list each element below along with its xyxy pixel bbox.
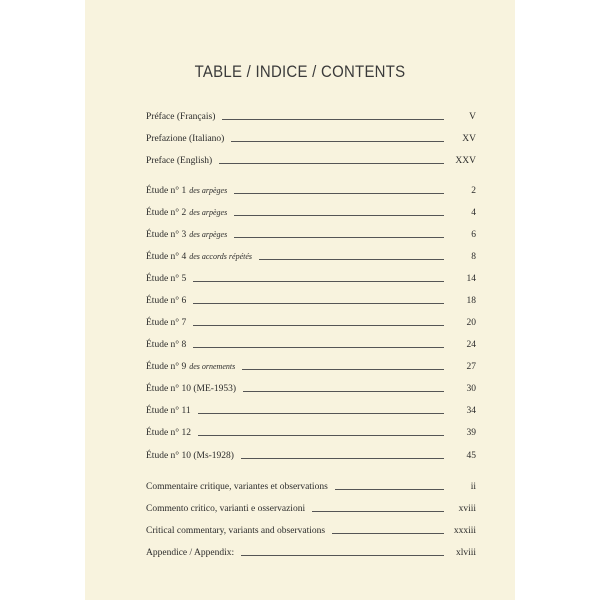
toc-entry-label: Étude n° 6 (146, 296, 187, 306)
toc-entry-title (146, 317, 186, 329)
page-number: 34 (466, 406, 476, 416)
toc-entry (146, 543, 476, 559)
page-number: 4 (471, 208, 476, 218)
leader-line (193, 347, 444, 348)
toc-entry-title (146, 339, 186, 351)
toc-entry (146, 291, 476, 307)
toc-entry-title (146, 111, 215, 123)
leader-line (219, 163, 444, 164)
toc-entry-title (146, 405, 191, 417)
toc-entry (146, 521, 476, 537)
leader-line (222, 119, 444, 120)
toc-entry-label: Préface (Français) (146, 112, 216, 122)
toc-entry-subtitle: des arpèges (189, 230, 228, 239)
toc-entry-label: Preface (English) (146, 156, 213, 166)
toc-entry-label: Étude n° 11 (146, 406, 191, 416)
leader-line (332, 533, 444, 534)
toc-entry-label: Étude n° 8 (146, 340, 187, 350)
toc-entry-title (146, 155, 212, 167)
toc-entry-label: Étude n° 12 (146, 428, 191, 438)
page-number: ii (470, 482, 476, 492)
toc-entry-subtitle: des accords répétés (189, 252, 253, 261)
toc-entry-title (146, 133, 224, 145)
page-title: TABLE / INDICE / CONTENTS (194, 62, 406, 81)
toc-entry-label: Étude n° 4 (146, 252, 187, 262)
toc-entry-title (146, 525, 325, 537)
page-number: 30 (466, 384, 476, 394)
page-number: 2 (471, 186, 476, 196)
toc-entry-title (146, 185, 227, 197)
toc-entry-label: Étude n° 1 (146, 186, 187, 196)
document-page (85, 0, 515, 600)
toc-entry-title (146, 273, 186, 285)
toc-entry-label: Commentaire critique, variantes et observations (146, 482, 328, 492)
leader-line (312, 511, 444, 512)
page-number: 39 (466, 428, 476, 438)
leader-line (335, 489, 444, 490)
leader-line (193, 303, 444, 304)
toc-entry-title (146, 427, 191, 439)
leader-line (234, 237, 444, 238)
toc-entry-title (146, 229, 227, 241)
leader-line (193, 325, 444, 326)
toc-entry (146, 357, 476, 373)
toc-entry-label: Étude n° 3 (146, 230, 187, 240)
leader-line (198, 413, 444, 414)
page-number: XXV (455, 156, 476, 166)
toc-entry (146, 225, 476, 241)
toc-entry (146, 446, 476, 462)
toc-entry (146, 401, 476, 417)
leader-line (241, 458, 444, 459)
toc-entry (146, 181, 476, 197)
toc-entry-title (146, 450, 234, 462)
leader-line (242, 369, 444, 370)
toc-entry (146, 269, 476, 285)
toc-entry-label: Étude n° 2 (146, 208, 187, 218)
toc-entry (146, 379, 476, 395)
toc-entry-title (146, 361, 235, 373)
toc-entry-title (146, 251, 252, 263)
toc-entry-label: Étude n° 10 (ME-1953) (146, 384, 237, 394)
page-number: 6 (471, 230, 476, 240)
toc-entry-label: Commento critico, varianti e osservazioni (146, 504, 306, 514)
page-number: xlviii (455, 548, 476, 558)
leader-line (234, 215, 444, 216)
toc-entry-title (146, 547, 234, 559)
leader-line (259, 259, 444, 260)
page-number: 14 (466, 274, 476, 284)
leader-line (231, 141, 444, 142)
toc-entry-label: Étude n° 5 (146, 274, 187, 284)
leader-line (241, 555, 444, 556)
toc-entry-label: Appendice / Appendix: (146, 548, 235, 558)
toc-entry (146, 151, 476, 167)
toc-entry-title (146, 207, 227, 219)
toc-entry (146, 247, 476, 263)
leader-line (234, 193, 444, 194)
toc-entry-title (146, 503, 305, 515)
toc-entry-title (146, 295, 186, 307)
toc-entry (146, 499, 476, 515)
leader-line (198, 435, 444, 436)
toc-entry-label: Étude n° 7 (146, 318, 187, 328)
page-number: 45 (466, 451, 476, 461)
toc-entry-subtitle: des ornements (189, 362, 236, 371)
toc-entry-label: Étude n° 10 (Ms-1928) (146, 451, 234, 461)
toc-entry-subtitle: des arpèges (189, 186, 228, 195)
toc-entry-label: Étude n° 9 (146, 362, 187, 372)
leader-line (243, 391, 444, 392)
toc-entry-subtitle: des arpèges (189, 208, 228, 217)
toc-entry-title (146, 481, 328, 493)
leader-line (193, 281, 444, 282)
toc-entry-title (146, 383, 236, 395)
page-number: 27 (466, 362, 476, 372)
page-number: 8 (471, 252, 476, 262)
page-number: 20 (466, 318, 476, 328)
toc-entry (146, 423, 476, 439)
toc-entry-label: Prefazione (Italiano) (146, 134, 225, 144)
toc-entry (146, 107, 476, 123)
toc-entry (146, 335, 476, 351)
page-number: V (469, 112, 476, 122)
page-number: 24 (466, 340, 476, 350)
toc-entry (146, 129, 476, 145)
page-number: xxxiii (453, 526, 476, 536)
page-number: xviii (458, 504, 476, 514)
toc-entry-label: Critical commentary, variants and observations (146, 526, 326, 536)
toc-entry (146, 313, 476, 329)
toc-entry (146, 203, 476, 219)
toc-entry (146, 477, 476, 493)
page-number: XV (462, 134, 476, 144)
page-number: 18 (466, 296, 476, 306)
